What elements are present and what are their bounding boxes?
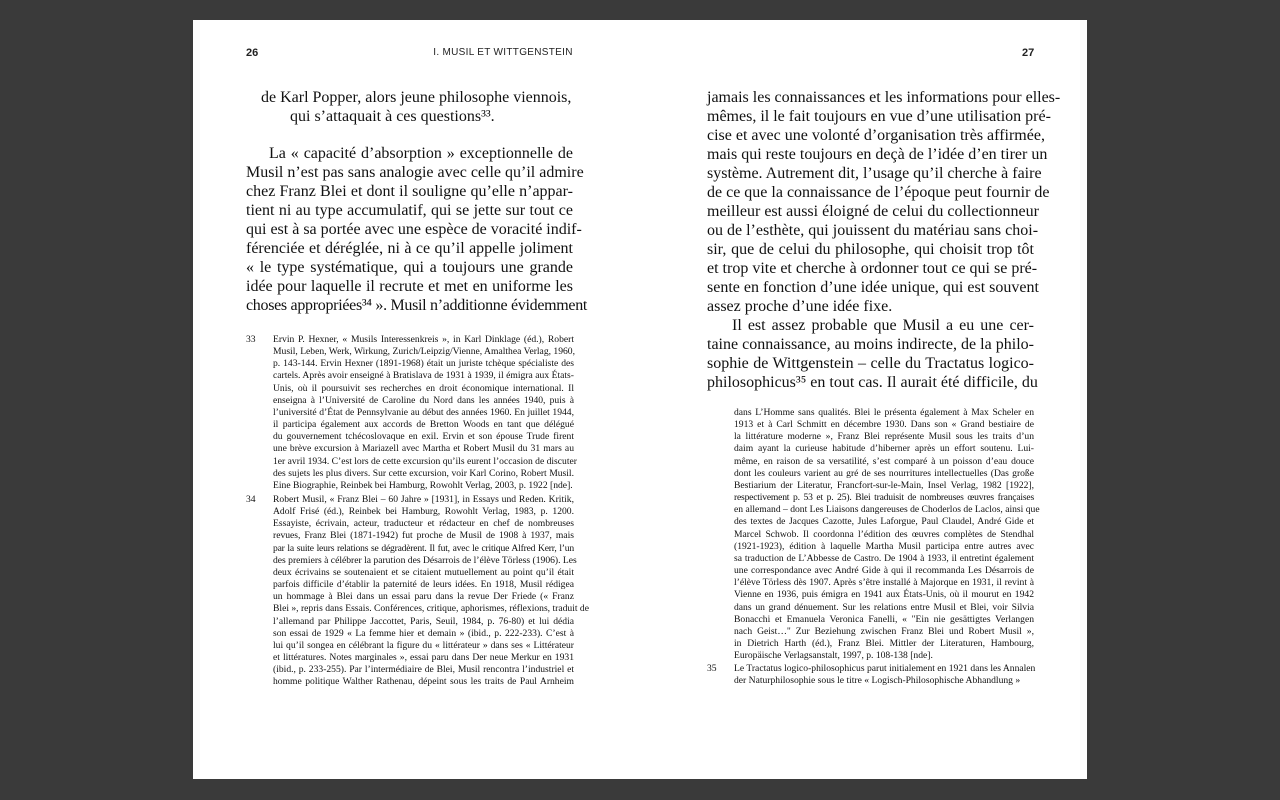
footnote-line: l’allemand par Philippe Jaccottet, Paris, Seuil, 1984, p. 76-80) et lui dédia (273, 615, 574, 627)
body-line: mais qui reste toujours en deçà de l’idée d’en tirer un (707, 146, 1048, 163)
footnote-line: Musil, Leben, Werk, Wirkung, Zurich/Leipzig/Vienne, Amalthea Verlag, 1960, (273, 346, 575, 358)
body-line: tient ni au type accumulatif, qui se jette sur tout ce (246, 202, 573, 219)
right-page-number: 27 (1022, 47, 1035, 59)
footnote-line: Bonacchi et Emanuela Veronica Fanelli, « "Ein nie gesättigtes Verlangen (734, 613, 1034, 625)
footnote-line: Bestiarium der Literatur, Francfort-sur-le-Main, Insel Verlag, 1982 [1922], (734, 479, 1034, 491)
body-line: La « capacité d’absorption » exceptionnelle de (269, 145, 573, 162)
body-line: férenciée et déréglée, ni à ce qu’il appelle joliment (246, 240, 573, 257)
footnote-line: et littératures. Notes marginales », essai paru dans Der neue Merkur en 1931 (273, 652, 574, 664)
footnote-line: Unis, où il poursuivit ses recherches en droit économique international. Il (273, 382, 574, 394)
body-line: qui s’attaquait à ces questions³³. (290, 108, 495, 125)
body-line: idée pour laquelle il recrute et met en uniforme les (246, 278, 573, 295)
footnote-line: lui qu’il songea en célébrant la figure du « littérateur » dans ses « Littérateur (273, 639, 574, 651)
footnote-line: homme politique Walther Rathenau, dépeint sous les traits de Paul Arnheim (273, 676, 574, 688)
footnote-line: Marcel Schwob. Il coordonna l’édition des œuvres complètes de Stendhal (734, 528, 1034, 540)
footnote-number: 33 (246, 334, 256, 345)
body-line: sente en fonction d’une idée unique, qui est souvent (707, 279, 1039, 296)
body-line: taine connaissance, au moins indirecte, de la philo- (707, 336, 1034, 353)
footnote-number: 34 (246, 494, 256, 505)
footnote-line: (ibid., p. 233-255). Par l’intermédiaire de Blei, Musil rencontra l’industriel et (273, 664, 574, 676)
body-line: meilleur est aussi éloigné de celui du collectionneur (707, 203, 1039, 220)
body-line: système. Autrement dit, l’usage qu’il cherche à faire (707, 165, 1042, 182)
body-line: sir, que de celui du philosophe, qui choisit trop tôt (707, 241, 1034, 258)
footnote-line: daim ayant la curieuse habitude d’hiberner après un effort soutenu. Lui- (734, 443, 1034, 455)
footnote-line: cartels. Après avoir enseigné à Bratislava de 1931 à 1939, il émigra aux États- (273, 370, 574, 382)
footnote-line: par la suite leurs relations se dégradèrent. Il fut, avec le critique Alfred Kerr, l’un (273, 542, 574, 554)
footnote-line: (1921-1923), édition à laquelle Martha Musil participa entre autres avec (734, 540, 1034, 552)
footnote-line: en allemand – dont Les Liaisons dangereuses de Choderlos de Laclos, ainsi que (734, 504, 1040, 516)
footnote-line: Le Tractatus logico-philosophicus parut initialement en 1921 dans les Annalen (734, 663, 1036, 674)
footnote-line: une brève excursion à Mariazell avec Martha et Robert Musil du 31 mars au (273, 443, 574, 455)
footnote-line: des textes de Jacques Cazotte, Jules Laforgue, Paul Claudel, André Gide et (734, 516, 1034, 528)
body-line: « le type systématique, qui a toujours une grande (246, 259, 573, 276)
body-line: sophie de Wittgenstein – celle du Tractatus logico- (707, 355, 1034, 372)
footnote-line: der Naturphilosophie sous le titre « Logisch-Philosophische Abhandlung » (734, 675, 1021, 687)
body-line: ou de l’esthète, qui jouissent du matériau sans choi- (707, 222, 1039, 239)
footnote-line: l’université d’État de Pennsylvanie au début des années 1960. En juillet 1944, (273, 406, 574, 418)
body-line: choses appropriées³⁴ ». Musil n’additionne évidemment (246, 297, 588, 314)
footnote-line: un hommage à Blei dans un essai paru dans la revue Der Friede (« Franz (273, 591, 574, 603)
body-line: cise et avec une volonté d’organisation très affirmée, (707, 127, 1045, 144)
body-line: jamais les connaissances et les informations pour elles- (707, 89, 1061, 106)
left-page-number: 26 (246, 47, 259, 59)
footnote-line: in Dietrich Harth (éd.), Franz Blei. Mittler der Literaturen, Hambourg, (734, 637, 1034, 649)
footnote-line: dans L’Homme sans qualités. Blei le présenta également à Max Scheler en (734, 407, 1034, 418)
footnote-line: Robert Musil, « Franz Blei – 60 Jahre » [1931], in Essays und Reden. Kritik, (273, 494, 574, 505)
footnote-line: parfois difficile d’établir la paternité de leurs idées. En 1918, Musil rédigea (273, 579, 574, 591)
footnote-line: 1913 et à Carl Schmitt en décembre 1930. Dans son « Grand bestiaire de (734, 419, 1034, 431)
footnote-line: Europäische Verlagsanstalt, 1997, p. 108-138 [nde]. (734, 650, 933, 662)
body-line: philosophicus³⁵ en tout cas. Il aurait été difficile, du (707, 374, 1038, 391)
footnote-line: enseigna à l’Université de Caroline du Nord dans les années 1940, puis à (273, 394, 574, 406)
footnote-line: Blei », repris dans Essais. Conférences, critique, aphorismes, réflexions, traduit de (273, 603, 589, 615)
body-line: de ce que la connaissance de l’époque peut fournir de (707, 184, 1050, 201)
footnote-line: même, en raison de sa versatilité, s’est comparé à un poisson d’eau douce (734, 455, 1034, 467)
running-title: I. MUSIL ET WITTGENSTEIN (433, 47, 573, 58)
footnote-line: Ervin P. Hexner, « Musils Interessenkreis », in Karl Dinklage (éd.), Robert (273, 334, 574, 345)
footnote-line: respectivement p. 53 et p. 25). Blei traduisit de nombreuses œuvres françaises (734, 492, 1034, 504)
body-line: mêmes, il le fait toujours en vue d’une utilisation pré- (707, 108, 1051, 125)
body-line: assez proche d’une idée fixe. (707, 298, 893, 315)
footnote-line: 1er avril 1934. C’est lors de cette excursion qu’ils eurent l’occasion de discuter (273, 455, 577, 467)
footnote-line: dont les couleurs varient au gré de ses nourritures intellectuelles (Das große (734, 467, 1034, 479)
footnote-line: Essayiste, écrivain, acteur, traducteur et rédacteur en chef de nombreuses (273, 518, 574, 530)
footnote-line: du gouvernement tchécoslovaque en exil. Ervin et son épouse Trude firent (273, 431, 574, 443)
footnote-line: deux écrivains se soutenaient et se citaient mutuellement au point qu’il était (273, 566, 574, 578)
footnote-number: 35 (707, 663, 717, 674)
body-line: chez Franz Blei et dont il souligne qu’elle n’appar- (246, 183, 573, 200)
footnote-line: Eine Biographie, Reinbek bei Hamburg, Rowohlt Verlag, 2003, p. 1922 [nde]. (273, 479, 573, 491)
footnote-line: dans un grand dénuement. Sur les relations entre Musil et Blei, voir Silvia (734, 601, 1034, 613)
footnote-line: nach Geist…" Zur Beziehung zwischen Franz Blei und Robert Musil », (734, 625, 1034, 637)
footnote-line: l’élève Törless dès 1907. Après s’être installé à Majorque en 1931, il revint à (734, 577, 1034, 589)
footnote-line: il participa également aux accords de Bretton Woods en tant que délégué (273, 419, 574, 431)
book-spread (193, 20, 1087, 779)
body-line: Il est assez probable que Musil a eu une cer- (732, 317, 1034, 334)
footnote-line: Adolf Frisé (éd.), Reinbek bei Hamburg, Rowohlt Verlag, 1983, p. 1200. (273, 506, 574, 518)
body-line: qui est à sa portée avec une espèce de voracité indif- (246, 221, 582, 238)
footnote-line: des premiers à célébrer la parution des Désarrois de l’élève Törless (1906). Les (273, 554, 577, 566)
body-line: de Karl Popper, alors jeune philosophe viennois, (261, 89, 572, 106)
footnote-line: des sujets les plus divers. Sur cette excursion, voir Karl Corino, Robert Musil. (273, 467, 574, 479)
footnote-line: la littérature moderne », Franz Blei représente Musil sous les traits d’un (734, 431, 1034, 443)
body-line: et trop vite et cherche à ordonner tout ce qui se pré- (707, 260, 1038, 277)
footnote-line: une correspondance avec André Gide à qui il recommanda Les Désarrois de (734, 565, 1034, 577)
footnote-line: p. 143-144. Ervin Hexner (1891-1968) était un juriste tchèque spécialiste des (273, 358, 574, 370)
footnote-line: revues, Franz Blei (1871-1942) fut proche de Musil de 1908 à 1937, mais (273, 530, 574, 542)
footnote-line: son essai de 1929 « La femme hier et demain » (ibid., p. 222-233). C’est à (273, 627, 574, 639)
body-line: Musil n’est pas sans analogie avec celle qu’il admire (246, 164, 584, 181)
footnote-line: sa traduction de L’Abbesse de Castro. De 1904 à 1933, il entretint également (734, 552, 1034, 564)
footnote-line: Vienne en 1936, puis émigra en 1941 aux États-Unis, où il mourut en 1942 (734, 589, 1034, 601)
